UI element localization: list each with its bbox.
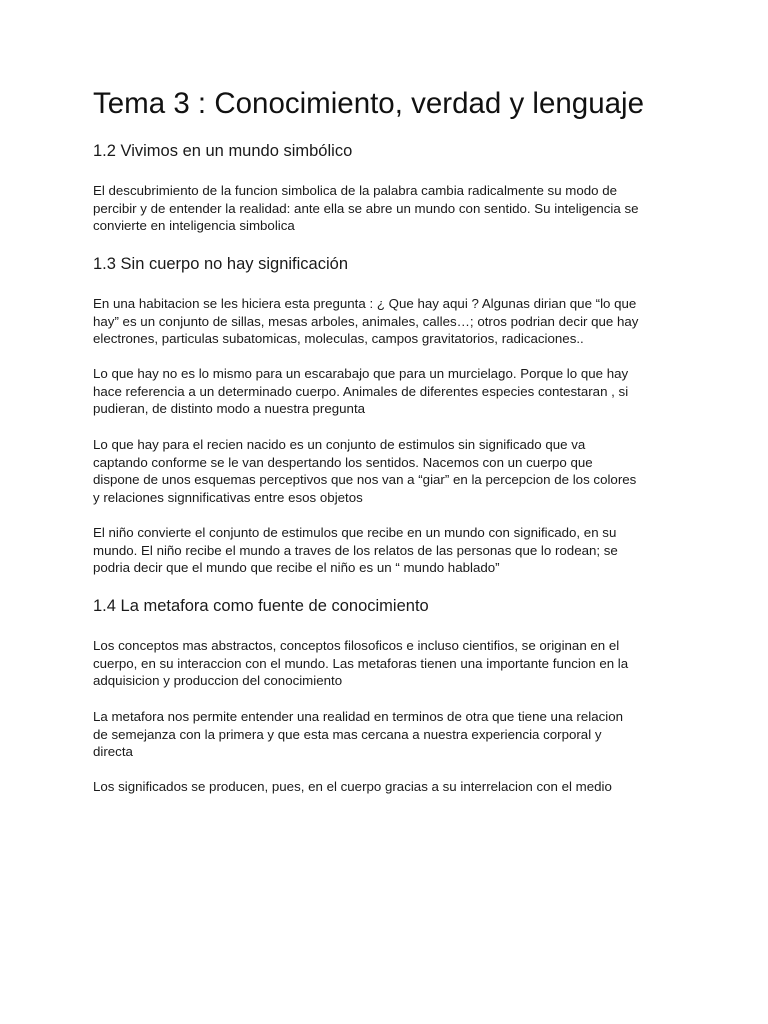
paragraph [93,637,683,690]
paragraph-line: mundo. El niño recibe el mundo a traves de los relatos de las personas que lo rodean; se [93,542,618,558]
paragraph [93,182,683,235]
paragraph-line: percibir y de entender la realidad: ante ella se abre un mundo con sentido. Su inteligencia se [93,200,639,216]
paragraph [93,524,683,577]
paragraph-line: de semejanza con la primera y que esta mas cercana a nuestra experiencia corporal y [93,726,602,742]
section-heading-1-4: 1.4 La metafora como fuente de conocimiento [93,597,429,615]
paragraph-line: pudieran, de distinto modo a nuestra pregunta [93,401,366,417]
paragraph-line: La metafora nos permite entender una realidad en terminos de otra que tiene una relacion [93,709,623,724]
paragraph-line: El descubrimiento de la funcion simbolica de la palabra cambia radicalmente su modo de [93,183,618,198]
paragraph [93,436,683,506]
section-heading-1-3: 1.3 Sin cuerpo no hay significación [93,255,348,273]
paragraph [93,295,683,348]
paragraph-line: hay” es un conjunto de sillas, mesas arboles, animales, calles…; otros podrian decir que hay [93,313,639,329]
paragraph-line: convierte en inteligencia simbolica [93,218,295,234]
paragraph [93,778,683,796]
paragraph [93,365,683,418]
paragraph-line: En una habitacion se les hiciera esta pregunta : ¿ Que hay aqui ? Algunas dirian que “lo que [93,296,637,311]
paragraph-line: El niño convierte el conjunto de estimulos que recibe en un mundo con significado, en su [93,525,617,540]
paragraph-line: dispone de unos esquemas perceptivos que nos van a “giar” en la percepcion de los colores [93,472,637,488]
section-heading-1-2: 1.2 Vivimos en un mundo simbólico [93,142,353,160]
paragraph-line: y relaciones signnificativas entre esos objetos [93,489,363,505]
paragraph [93,708,683,761]
paragraph-line: Lo que hay no es lo mismo para un escarabajo que para un murcielago. Porque lo que hay [93,366,629,381]
paragraph-line: adquisicion y produccion del conocimiento [93,673,343,689]
paragraph-line: hace referencia a un determinado cuerpo. Animales de diferentes especies contestaran , si [93,383,629,399]
paragraph-line: electrones, particulas subatomicas, moleculas, campos gravitatorios, radicaciones.. [93,331,584,347]
paragraph-line: Los significados se producen, pues, en el cuerpo gracias a su interrelacion con el medio [93,779,612,794]
paragraph-line: Los conceptos mas abstractos, conceptos filosoficos e incluso cientifios, se originan en el [93,638,620,653]
paragraph-line: cuerpo, en su interaccion con el mundo. Las metaforas tienen una importante funcion en la [93,655,629,671]
paragraph-line: directa [93,744,133,760]
document-title: Tema 3 : Conocimiento, verdad y lenguaje [93,87,644,120]
paragraph-line: captando conforme se le van despertando los sentidos. Nacemos con un cuerpo que [93,454,593,470]
paragraph-line: Lo que hay para el recien nacido es un conjunto de estimulos sin significado que va [93,437,586,452]
paragraph-line: podria decir que el mundo que recibe el niño es un “ mundo hablado” [93,560,500,576]
